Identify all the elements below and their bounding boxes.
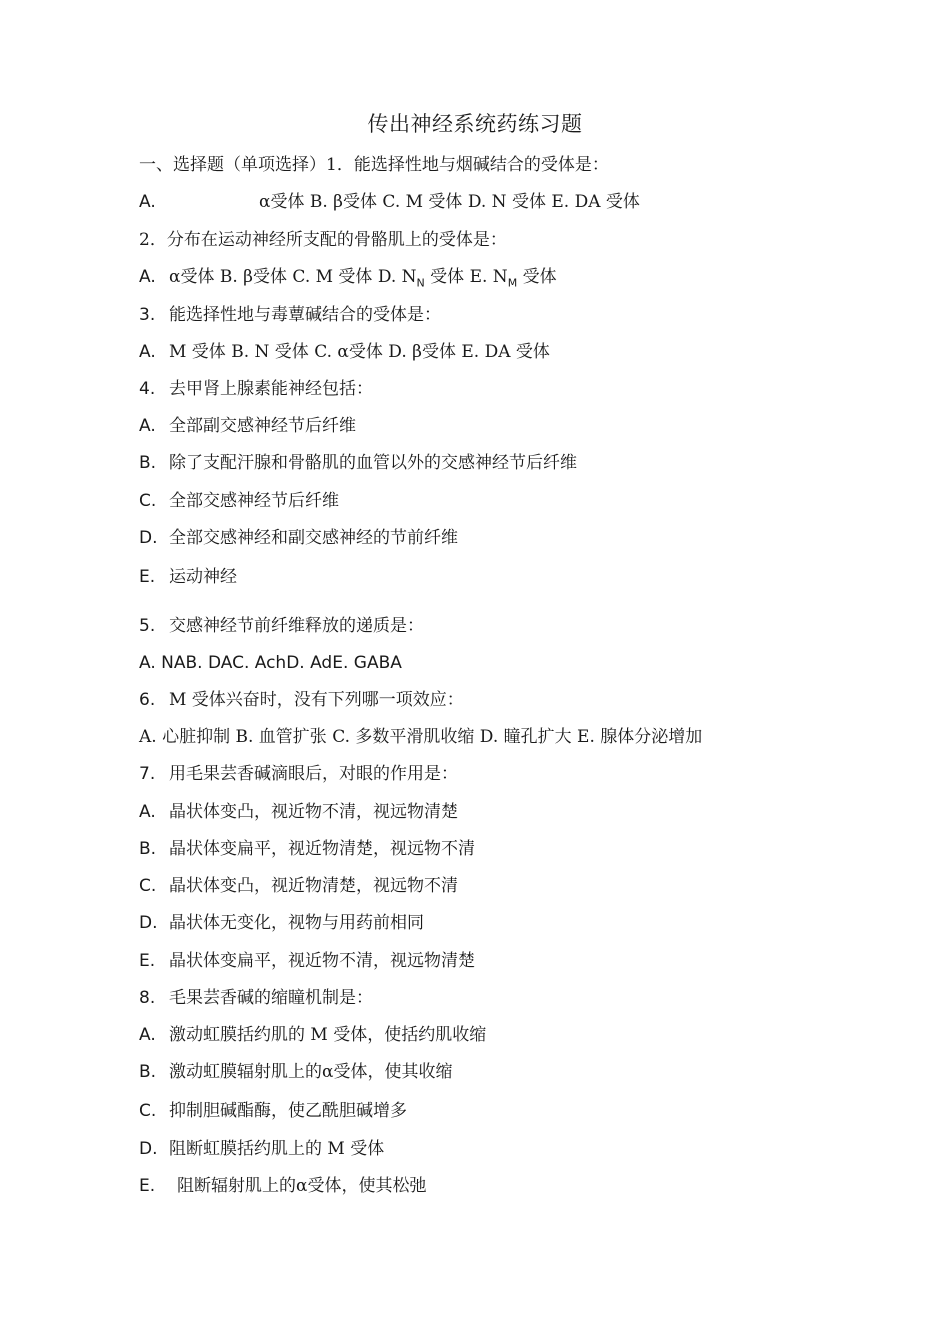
q8-stem-text: 毛果芸香碱的缩瞳机制是： [169, 988, 373, 1008]
option-label: D. [139, 528, 158, 548]
question-number: 5. [139, 616, 156, 636]
option-label: C. [139, 1101, 157, 1121]
option-text: 晶状体变凸，视近物清楚，视远物不清 [169, 876, 458, 896]
q8-stem [139, 986, 910, 1010]
q1-options [139, 190, 910, 214]
q6-options: A. 心脏抑制 B. 血管扩张 C. 多数平滑肌收缩 D. 瞳孔扩大 E. 腺体分泌增加 [139, 727, 703, 747]
option-text: 阻断虹膜括约肌上的 M 受体 [169, 1139, 385, 1159]
option-label: A. [139, 802, 156, 822]
question-number: 7. [139, 764, 156, 784]
option-text: 除了支配汗腺和骨骼肌的血管以外的交感神经节后纤维 [169, 453, 577, 473]
q7-option-e [139, 949, 910, 973]
option-label: E. [139, 567, 156, 587]
q4-stem-text: 去甲肾上腺素能神经包括： [169, 379, 373, 399]
option-text: 激动虹膜辐射肌上的α受体，使其收缩 [169, 1062, 453, 1082]
q2-options-mid: 受体 E. N [424, 267, 508, 287]
q4-option-e [139, 565, 910, 589]
option-label: B. [139, 839, 157, 859]
q8-option-e [139, 1174, 910, 1198]
option-label: A. [139, 192, 156, 212]
q7-option-d [139, 911, 910, 935]
q5-stem [139, 614, 910, 638]
q4-option-c [139, 489, 910, 513]
page-title: 传出神经系统药练习题 [367, 112, 583, 136]
q2-stem: 2．分布在运动神经所支配的骨骼肌上的受体是： [139, 230, 507, 250]
option-label: C. [139, 491, 157, 511]
q7-option-c [139, 874, 910, 898]
option-label: C. [139, 876, 157, 896]
option-text: 运动神经 [169, 567, 237, 587]
option-text: 激动虹膜括约肌的 M 受体，使括约肌收缩 [169, 1025, 487, 1045]
q3-options [139, 340, 910, 364]
option-text: 晶状体无变化，视物与用药前相同 [169, 913, 424, 933]
q4-stem [139, 377, 910, 401]
q8-option-b [139, 1060, 910, 1084]
option-label: E. [139, 951, 156, 971]
section-header: 一、选择题（单项选择）1．能选择性地与烟碱结合的受体是： [139, 155, 609, 175]
q8-option-a [139, 1023, 910, 1047]
option-text: 晶状体变凸，视近物不清，视远物清楚 [169, 802, 458, 822]
q7-stem-text: 用毛果芸香碱滴眼后，对眼的作用是： [169, 764, 458, 784]
q3-stem [139, 303, 910, 327]
q5-stem-text: 交感神经节前纤维释放的递质是： [169, 616, 424, 636]
q5-options: A. NAB. DAC. AchD. AdE. GABA [139, 653, 402, 673]
q1-options-text: α受体 B. β受体 C. M 受体 D. N 受体 E. DA 受体 [259, 192, 640, 212]
q2-options-a: α受体 B. β受体 C. M 受体 D. N [169, 267, 417, 287]
option-label: E. [139, 1176, 156, 1196]
q4-option-b [139, 451, 910, 475]
question-number: 3. [139, 305, 156, 325]
option-text: 全部交感神经和副交感神经的节前纤维 [169, 528, 458, 548]
q3-stem-text: 能选择性地与毒蕈碱结合的受体是： [169, 305, 441, 325]
q7-option-b [139, 837, 910, 861]
option-label: D. [139, 1139, 158, 1159]
option-text: 全部交感神经节后纤维 [169, 491, 339, 511]
q7-option-a [139, 800, 910, 824]
q6-stem [139, 688, 910, 712]
q6-stem-text: M 受体兴奋时，没有下列哪一项效应： [169, 690, 464, 710]
q4-option-d [139, 526, 910, 550]
question-number: 6. [139, 690, 156, 710]
option-text: 晶状体变扁平，视近物清楚，视远物不清 [169, 839, 475, 859]
q8-option-c [139, 1099, 910, 1123]
question-number: 4. [139, 379, 156, 399]
option-text: 阻断辐射肌上的α受体，使其松弛 [177, 1176, 427, 1196]
q8-option-d [139, 1137, 910, 1161]
q2-options-end: 受体 [517, 267, 557, 287]
q3-options-text: M 受体 B. N 受体 C. α受体 D. β受体 E. DA 受体 [169, 342, 550, 362]
option-text: 全部副交感神经节后纤维 [169, 416, 356, 436]
option-label: A. [139, 416, 156, 436]
option-text: 晶状体变扁平，视近物不清，视远物清楚 [169, 951, 475, 971]
option-text: 抑制胆碱酯酶，使乙酰胆碱增多 [169, 1101, 407, 1121]
option-label: A. [139, 267, 156, 287]
subscript-n: N [416, 276, 425, 290]
subscript-m: M [507, 276, 518, 290]
q2-options [139, 265, 910, 295]
q4-option-a [139, 414, 910, 438]
question-number: 8. [139, 988, 156, 1008]
option-label: B. [139, 1062, 157, 1082]
q7-stem [139, 762, 910, 786]
option-label: B. [139, 453, 157, 473]
option-label: D. [139, 913, 158, 933]
option-label: A. [139, 342, 156, 362]
option-label: A. [139, 1025, 156, 1045]
